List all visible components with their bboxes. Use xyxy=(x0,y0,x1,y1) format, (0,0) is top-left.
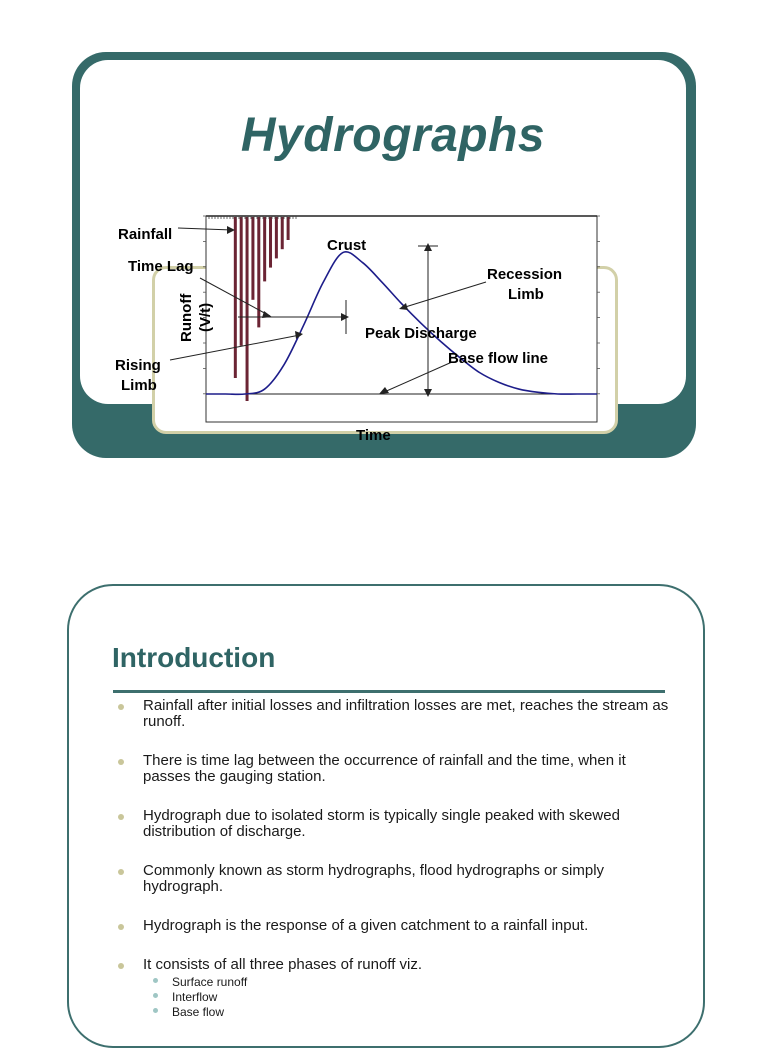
bullet-text: Hydrograph due to isolated storm is typically single peaked with skewed distribution of discharge. xyxy=(143,807,620,840)
bullet-text: It consists of all three phases of runoff viz. xyxy=(143,956,423,973)
label-recession-1: Recession xyxy=(487,266,563,283)
label-crust: Crust xyxy=(327,237,367,254)
rainfall-bar xyxy=(281,217,284,249)
sub-bullet-text: Base flow xyxy=(172,1005,225,1019)
label-rising-1: Rising xyxy=(115,357,161,374)
label-runoff-2: (V/t) xyxy=(197,302,214,332)
label-rainfall: Rainfall xyxy=(118,226,173,243)
sub-bullet-text: Surface runoff xyxy=(172,975,248,989)
rainfall-bar xyxy=(275,217,278,258)
sub-list-item xyxy=(143,1005,675,1020)
list-item xyxy=(115,753,675,785)
rainfall-bar xyxy=(251,217,254,300)
label-time: Time xyxy=(356,427,391,444)
bullet-dot-icon xyxy=(118,759,124,765)
list-item xyxy=(115,808,675,840)
rainfall-bar xyxy=(287,217,290,240)
bullet-text: There is time lag between the occurrence of rainfall and the time, when it passes the gauging station. xyxy=(143,752,626,785)
list-item xyxy=(115,957,675,1020)
sub-bullet-dot-icon xyxy=(153,978,158,983)
slide-title: Hydrographs xyxy=(240,109,546,162)
sub-list-item xyxy=(143,975,675,990)
sub-bullet-list xyxy=(143,975,675,1020)
rainfall-bar xyxy=(246,217,249,401)
list-item xyxy=(115,863,675,895)
bullet-text: Commonly known as storm hydrographs, flood hydrographs or simply hydrograph. xyxy=(143,862,605,895)
list-item xyxy=(115,698,675,730)
label-recession-2: Limb xyxy=(508,286,544,303)
label-time-lag: Time Lag xyxy=(128,258,194,275)
bullet-text: Hydrograph is the response of a given catchment to a rainfall input. xyxy=(143,917,589,934)
label-peak-discharge: Peak Discharge xyxy=(365,325,477,342)
bullet-dot-icon xyxy=(118,963,124,969)
bullet-list xyxy=(115,698,675,1043)
rainfall-bar xyxy=(269,217,272,268)
title-divider xyxy=(113,690,665,693)
bullet-text: Rainfall after initial losses and infiltration losses are met, reaches the stream as runoff. xyxy=(143,697,669,730)
list-item xyxy=(115,918,675,934)
slide-hydrographs xyxy=(0,0,768,470)
sub-bullet-dot-icon xyxy=(153,993,158,998)
label-rising-2: Limb xyxy=(121,377,157,394)
rainfall-bar xyxy=(240,217,243,346)
bullet-dot-icon xyxy=(118,869,124,875)
bullet-dot-icon xyxy=(118,924,124,930)
hydrograph-chart xyxy=(0,0,768,470)
label-runoff-1: Runoff xyxy=(178,293,195,342)
slide-title: Introduction xyxy=(112,642,276,673)
slide-introduction xyxy=(67,584,705,1048)
sub-list-item xyxy=(143,990,675,1005)
sub-bullet-dot-icon xyxy=(153,1008,158,1013)
bullet-dot-icon xyxy=(118,814,124,820)
label-base-flow: Base flow line xyxy=(448,350,549,367)
bullet-dot-icon xyxy=(118,704,124,710)
rainfall-bar xyxy=(263,217,266,281)
sub-bullet-text: Interflow xyxy=(172,990,218,1004)
